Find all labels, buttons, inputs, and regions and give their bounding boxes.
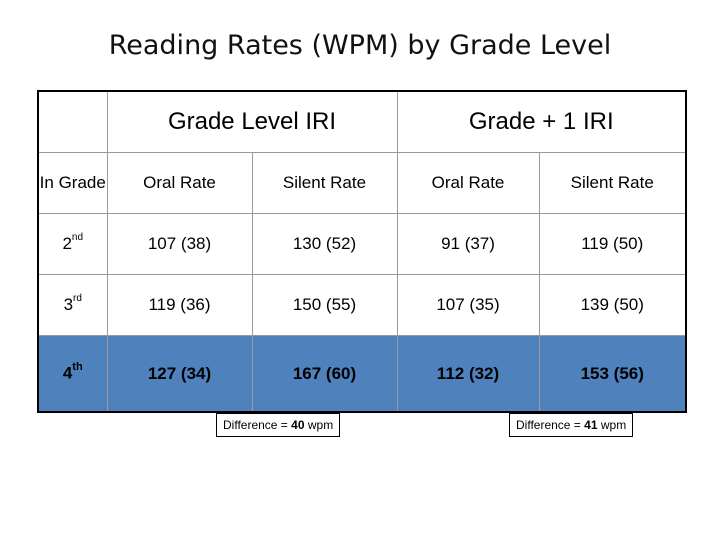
grade-number: 3 [63, 295, 74, 314]
sub-header-row [38, 153, 686, 214]
corner-cell [38, 91, 107, 153]
table-cell: 153 (56) [539, 336, 686, 413]
difference-suffix: wpm [304, 418, 334, 432]
table-row [38, 214, 686, 275]
table-cell: 91 (37) [397, 214, 539, 275]
sub-header-oral-1: Oral Rate [107, 153, 252, 214]
table-row [38, 275, 686, 336]
sub-header-oral-2: Oral Rate [397, 153, 539, 214]
group-header-grade-level: Grade Level IRI [107, 91, 397, 153]
table-cell: 107 (38) [107, 214, 252, 275]
difference-value: 40 [291, 418, 305, 432]
table-cell: 107 (35) [397, 275, 539, 336]
table-cell: 112 (32) [397, 336, 539, 413]
grade-cell [38, 275, 107, 336]
table-cell: 127 (34) [107, 336, 252, 413]
difference-prefix: Difference = [223, 418, 292, 432]
table-cell: 119 (36) [107, 275, 252, 336]
grade-number: 4 [62, 363, 73, 383]
difference-note-grade-plus-one [509, 413, 633, 437]
table-cell: 139 (50) [539, 275, 686, 336]
grade-suffix: nd [71, 232, 84, 244]
difference-value: 41 [584, 418, 598, 432]
grade-suffix: rd [73, 293, 82, 305]
grade-cell [38, 336, 107, 413]
table-cell: 119 (50) [539, 214, 686, 275]
difference-suffix: wpm [597, 418, 627, 432]
reading-rates-table [37, 90, 687, 413]
table-cell: 130 (52) [252, 214, 397, 275]
table-row-highlighted [38, 336, 686, 413]
group-header-row [38, 91, 686, 153]
difference-note-grade-level [216, 413, 340, 437]
slide-title: Reading Rates (WPM) by Grade Level [108, 30, 612, 61]
table-cell: 150 (55) [252, 275, 397, 336]
sub-header-silent-2: Silent Rate [539, 153, 686, 214]
grade-cell [38, 214, 107, 275]
grade-number: 2 [62, 234, 72, 253]
grade-suffix: th [72, 361, 83, 374]
table-cell: 167 (60) [252, 336, 397, 413]
group-header-grade-plus-one: Grade + 1 IRI [397, 91, 686, 153]
in-grade-header: In Grade [38, 153, 107, 214]
difference-prefix: Difference = [516, 418, 585, 432]
sub-header-silent-1: Silent Rate [252, 153, 397, 214]
